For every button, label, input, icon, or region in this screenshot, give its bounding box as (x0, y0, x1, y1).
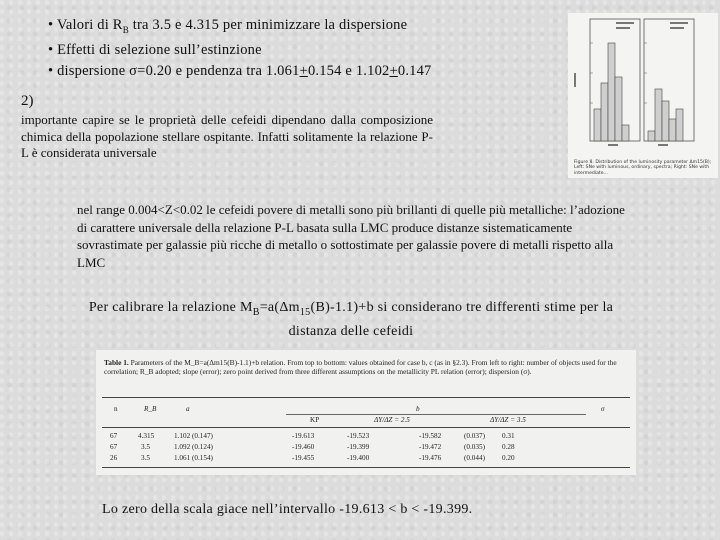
table-cell: (0.037) (464, 432, 485, 440)
header-a: a (186, 405, 190, 413)
table-cell: 67 (110, 432, 118, 440)
table-cell: -19.472 (419, 443, 442, 451)
subheader-dydz-25: ΔY/ΔZ = 2.5 (374, 416, 410, 424)
table-cell: -19.400 (347, 454, 370, 462)
table-rule-top (102, 397, 630, 398)
header-rb: R_B (144, 405, 157, 413)
table-cell: 4.315 (138, 432, 155, 440)
histogram-figure (568, 13, 718, 178)
table-cell: 3.5 (141, 454, 150, 462)
table-cell: 1.061 (0.154) (174, 454, 213, 462)
paragraph-metallicity: importante capire se le proprietà delle cefeidi dipendano dalla composizione chimica della popolazione stellare ospitante. Infatti solitamente la relazione P-L è considerata universale (21, 112, 433, 160)
table-cell: -19.613 (292, 432, 315, 440)
parameters-table (96, 350, 636, 475)
figure-caption: Figure 8. Distribution of the luminosity parameter Δm15(B); Left: SNe with luminous, ordinary, spectra; Right: SNe with intermediate... (574, 160, 712, 176)
subheader-dydz-35: ΔY/ΔZ = 3.5 (490, 416, 526, 424)
subheader-rule (286, 414, 586, 415)
header-sigma: σ (601, 405, 605, 413)
bullet-rb-values: • Valori di $R_B$ tra 3.5 e 4.315 per minimizzare la dispersione (48, 17, 408, 35)
table-cell: (0.035) (464, 443, 485, 451)
table-cell: -19.460 (292, 443, 315, 451)
table-cell: 67 (110, 443, 118, 451)
table-cell: 3.5 (141, 443, 150, 451)
bullet-dispersion: • dispersione σ=0.20 e pendenza tra 1.061+0.154 e 1.102+0.147 (48, 62, 432, 79)
table-cell: -19.455 (292, 454, 315, 462)
header-b: b (416, 405, 420, 413)
table-cell: 0.20 (502, 454, 515, 462)
bullet-selection-effects: • Effetti di selezione sull’estinzione (48, 42, 262, 59)
table-cell: -19.399 (347, 443, 370, 451)
zero-point-text: Lo zero della scala giace nell’intervallo -19.613 < b < -19.399. (102, 502, 473, 517)
table-cell: 0.31 (502, 432, 515, 440)
calibration-text: Per calibrare la relazione $M_B=a(\Delta m_{15}(B)-1.1)+b$ si considerano tre differenti stime per la distanza delle cefeidi (88, 300, 614, 339)
table-cell: 1.102 (0.147) (174, 432, 213, 440)
table-cell: (0.044) (464, 454, 485, 462)
histogram-image (568, 13, 718, 163)
subheader-kp: KP (310, 416, 320, 424)
paragraph-range: nel range 0.004<Z<0.02 le cefeidi povere di metalli sono più brillanti di quelle più metalliche: l’adozione di carattere universale della relazione P-L basata sulla LMC produce distanze sistematicamente sovrastimate per galassie più ricche di metallo o sottostimate per galassie povere di metalli rispetto alla LMC (77, 202, 625, 270)
table-rule-bottom (102, 467, 630, 468)
section-number: 2) (21, 93, 34, 109)
header-n: n (114, 405, 118, 413)
table-cell: 1.092 (0.124) (174, 443, 213, 451)
table-cell: 0.28 (502, 443, 515, 451)
table-caption: Table 1. Parameters of the M_B=a(Δm15(B)-1.1)+b relation. From top to bottom: values obtained for case b, c (as in §2.3). From left to right: number of objects used for the correlation; R_B adopted; slope (error); zero point derived from three different assumptions on the metallicity PL relation (error); dispersion (σ). (104, 358, 617, 376)
bullet-list (48, 15, 432, 81)
table-rule-mid (102, 427, 630, 428)
table-cell: -19.582 (419, 432, 442, 440)
table-cell: 26 (110, 454, 118, 462)
table-cell: -19.523 (347, 432, 370, 440)
table-cell: -19.476 (419, 454, 442, 462)
